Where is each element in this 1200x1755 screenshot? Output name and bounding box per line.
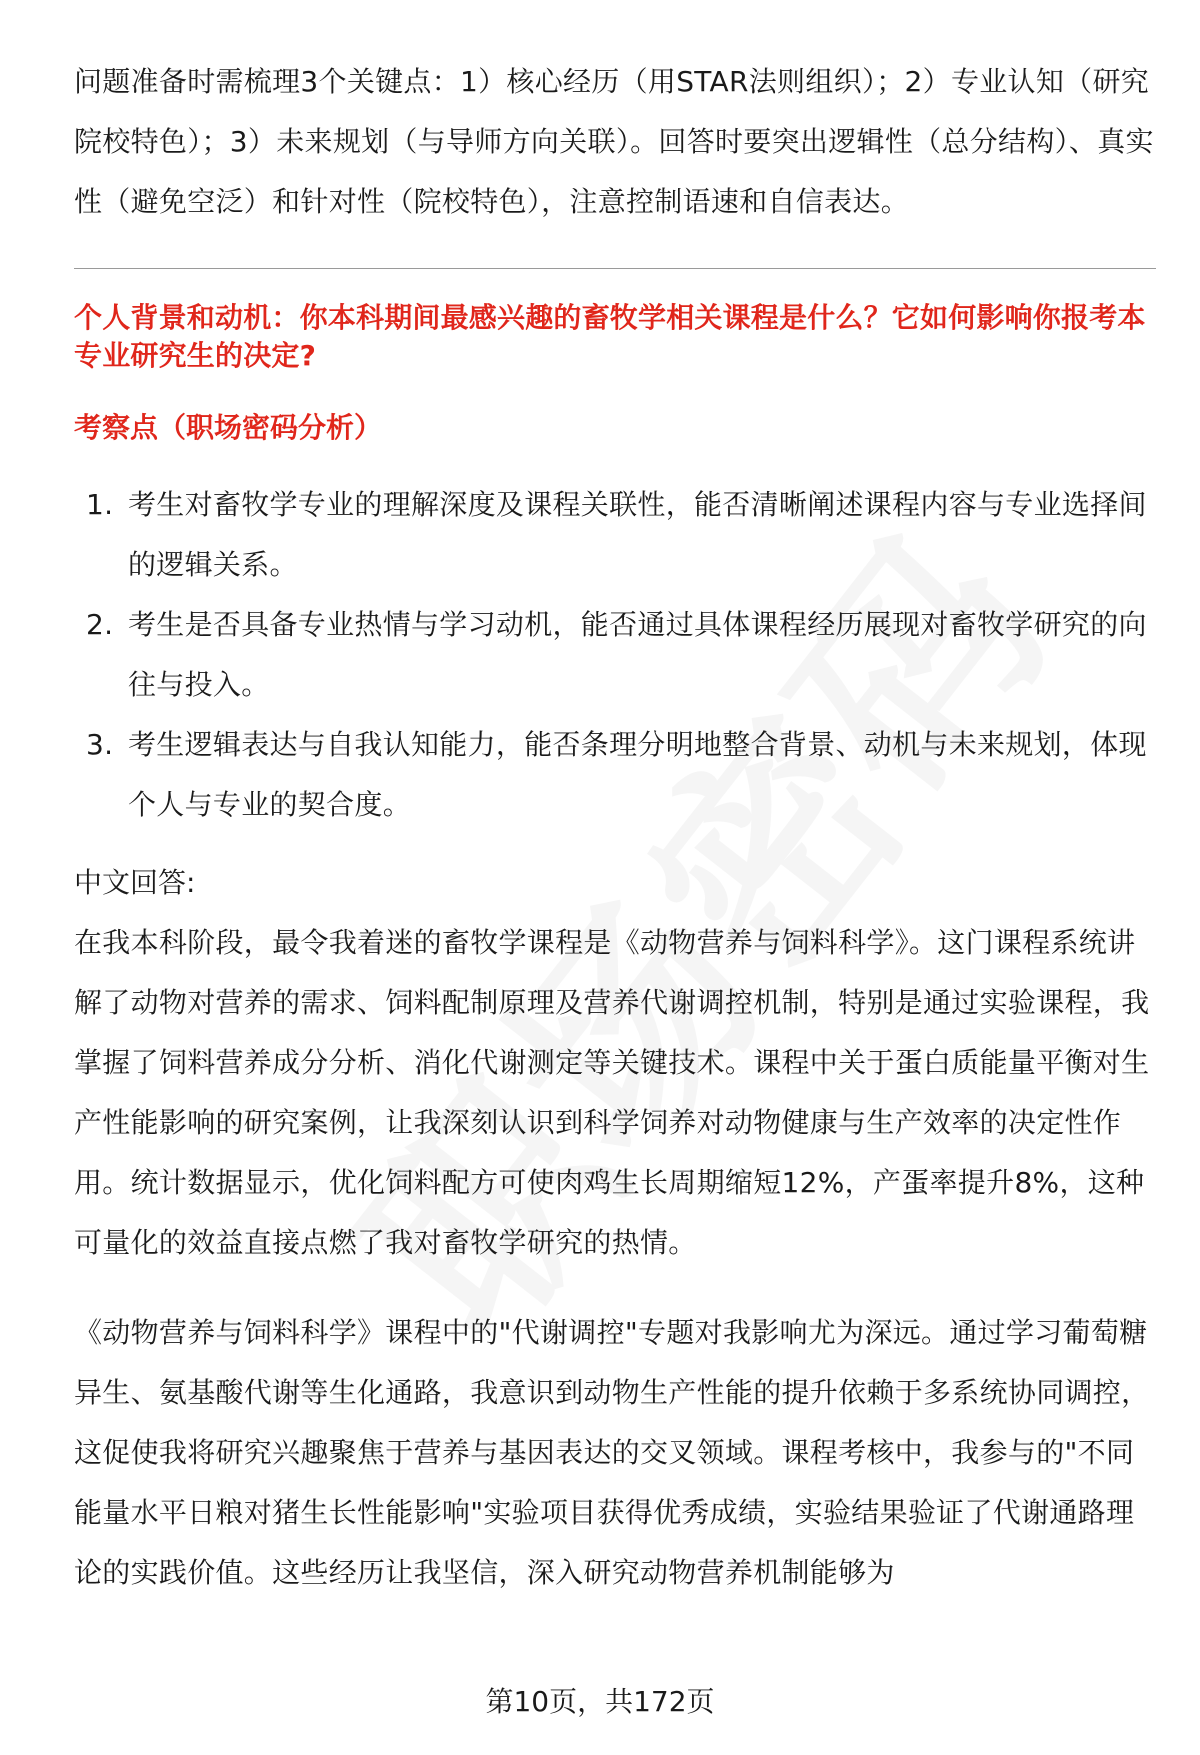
list-item-text: 考生是否具备专业热情与学习动机，能否通过具体课程经历展现对畜牧学研究的向往与投入。 [128,608,1147,701]
page-number-footer: 第10页，共172页 [485,1685,715,1718]
answer-label: 中文回答: [74,866,196,899]
list-item [74,595,1156,715]
answer-paragraph-2: 《动物营养与饲料科学》课程中的"代谢调控"专题对我影响尤为深远。通过学习葡萄糖异生、氨基酸代谢等生化通路，我意识到动物生产性能的提升依赖于多系统协同调控，这促使我将研究兴趣聚焦于营养与基因表达的交叉领域。课程考核中，我参与的"不同能量水平日粮对猪生长性能影响"实验项目获得优秀成绩，实验结果验证了代谢通路理论的实践价值。这些经历让我坚信，深入研究动物营养机制能够为 [74,1316,1150,1589]
intro-paragraph: 问题准备时需梳理3个关键点：1）核心经历（用STAR法则组织）；2）专业认知（研究院校特色）；3）未来规划（与导师方向关联）。回答时要突出逻辑性（总分结构）、真实性（避免空泛）和针对性（院校特色），注意控制语速和自信表达。 [74,65,1154,218]
list-item-number: 2. [86,608,114,641]
list-item [74,715,1156,835]
answer-paragraph-1: 在我本科阶段，最令我着迷的畜牧学课程是《动物营养与饲料科学》。这门课程系统讲解了动物对营养的需求、饲料配制原理及营养代谢调控机制，特别是通过实验课程，我掌握了饲料营养成分分析、消化代谢测定等关键技术。课程中关于蛋白质能量平衡对生产性能影响的研究案例，让我深刻认识到科学饲养对动物健康与生产效率的决定性作用。统计数据显示，优化饲料配方可使肉鸡生长周期缩短12%，产蛋率提升8%，这种可量化的效益直接点燃了我对畜牧学研究的热情。 [74,926,1150,1259]
list-item-number: 1. [86,488,114,521]
list-item-text: 考生对畜牧学专业的理解深度及课程关联性，能否清晰阐述课程内容与专业选择间的逻辑关系。 [128,488,1147,581]
question-title: 个人背景和动机：你本科期间最感兴趣的畜牧学相关课程是什么？它如何影响你报考本专业研究生的决定? [74,301,1146,372]
assessment-points-heading: 考察点（职场密码分析） [74,411,383,444]
list-item-number: 3. [86,728,114,761]
assessment-points-list [74,475,1156,835]
list-item-text: 考生逻辑表达与自我认知能力，能否条理分明地整合背景、动机与未来规划，体现个人与专业的契合度。 [128,728,1147,821]
document-page [74,52,1156,1603]
section-divider [74,268,1156,269]
list-item [74,475,1156,595]
